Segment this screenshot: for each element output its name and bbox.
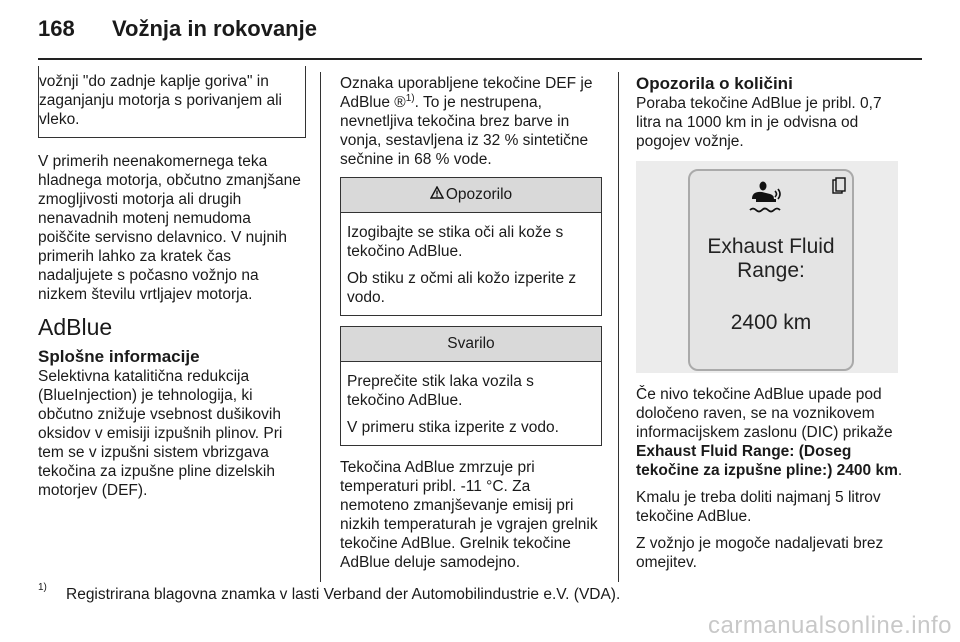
dic-message: Exhaust Fluid Range: (Doseg tekočine za izpušne pline:) 2400 km <box>636 443 898 479</box>
warning-title: Opozorilo <box>445 186 513 203</box>
footnote-ref: 1) <box>405 92 415 104</box>
footnote-mark: 1) <box>38 582 47 593</box>
freezing-paragraph: Tekočina AdBlue zmrzuje pri temperaturi pribl. -11 °C. Za nemoteno zmanjševanje emisij pri nizkih temperaturah je vgrajen grelnik tekočine AdBlue. Grelnik tekočine AdBlue deluje samodejno. <box>340 459 598 571</box>
column-3 <box>636 74 906 580</box>
warning-header <box>341 178 601 213</box>
column-divider-1 <box>320 72 321 582</box>
column-divider-2 <box>618 72 619 582</box>
caution-header: Svarilo <box>341 327 601 362</box>
dic-text-end: . <box>897 462 903 479</box>
column-1 <box>38 74 306 508</box>
consumption-paragraph: Poraba tekočine AdBlue je pribl. 0,7 litra na 1000 km in je odvisna od pogojev vožnje. <box>636 95 882 150</box>
caution-box <box>340 326 602 446</box>
adblue-heading: AdBlue <box>38 314 113 340</box>
warning-triangle-icon <box>430 178 444 212</box>
dic-text-start: Če nivo tekočine AdBlue upade pod določeno raven, se na voznikovem informacijskem zaslonu (DIC) prikaže <box>636 386 893 441</box>
page-header <box>0 0 960 58</box>
continued-note-text: vožnji "do zadnje kaplje goriva" in zaganjanju motorja s porivanjem ali vleko. <box>39 73 282 128</box>
warning-box <box>340 177 602 316</box>
def-text-end: . To je nestrupena, nevnetljiva tekočina brez barve in vonja, sestavljena iz 32 % sintetične sečnine in 68 % vode. <box>340 94 589 168</box>
def-paragraph <box>340 74 602 169</box>
exhaust-fluid-icon <box>746 177 786 219</box>
scr-paragraph: Selektivna katalitična redukcija (BlueInjection) je tehnologija, ki občutno znižuje vsebnost dušikovih oksidov v emisiji izpušnih plinov. Pri tem se v izpušni sistem vbrizgava tekočina za izpušne pline dizelskih motorjev (DEF). <box>38 368 283 499</box>
caution-text-1: Preprečite stik laka vozila s tekočino AdBlue. <box>347 373 534 409</box>
warning-text-1: Izogibajte se stika oči ali kože s tekočino AdBlue. <box>347 224 564 260</box>
refill-paragraph: Kmalu je treba doliti najmanj 5 litrov tekočine AdBlue. <box>636 489 881 525</box>
warning-text-2: Ob stiku z očmi ali kožo izperite z vodo. <box>347 270 577 306</box>
continue-paragraph: Z vožnjo je mogoče nadaljevati brez omejitev. <box>636 535 884 571</box>
watermark: carmanualsonline.info <box>708 612 952 639</box>
display-range-value: 2400 km <box>730 311 812 334</box>
quantity-warnings-heading: Opozorila o količini <box>636 74 793 93</box>
dic-paragraph <box>636 385 906 480</box>
column-2 <box>340 74 602 580</box>
page-icon <box>832 177 846 195</box>
continued-note-box <box>38 66 306 138</box>
header-divider <box>38 58 922 60</box>
cold-engine-paragraph: V primerih neenakomernega teka hladnega motorja, občutno zmanjšane zmogljivosti motorja ali drugih nenavadnih motenj nemudoma poiščite servisno delavnico. V nujnih primerih lahko za kratek čas nadaljujete s počasno vožnjo na nizkem številu vrtljajev motorja. <box>38 153 301 303</box>
page-number: 168 <box>38 16 75 41</box>
dic-screen <box>688 169 854 371</box>
def-text-start: Oznaka uporabljene tekočine DEF je AdBlue ® <box>340 75 593 111</box>
display-line-1: Exhaust Fluid <box>707 235 835 258</box>
footnote-text: Registrirana blagovna znamka v lasti Verband der Automobilindustrie e.V. (VDA). <box>66 586 621 603</box>
display-line-2: Range: <box>737 259 805 282</box>
dic-display-image <box>636 161 898 373</box>
general-info-heading: Splošne informacije <box>38 347 200 366</box>
caution-text-2: V primeru stika izperite z vodo. <box>347 419 559 436</box>
page-title: Vožnja in rokovanje <box>112 16 317 41</box>
